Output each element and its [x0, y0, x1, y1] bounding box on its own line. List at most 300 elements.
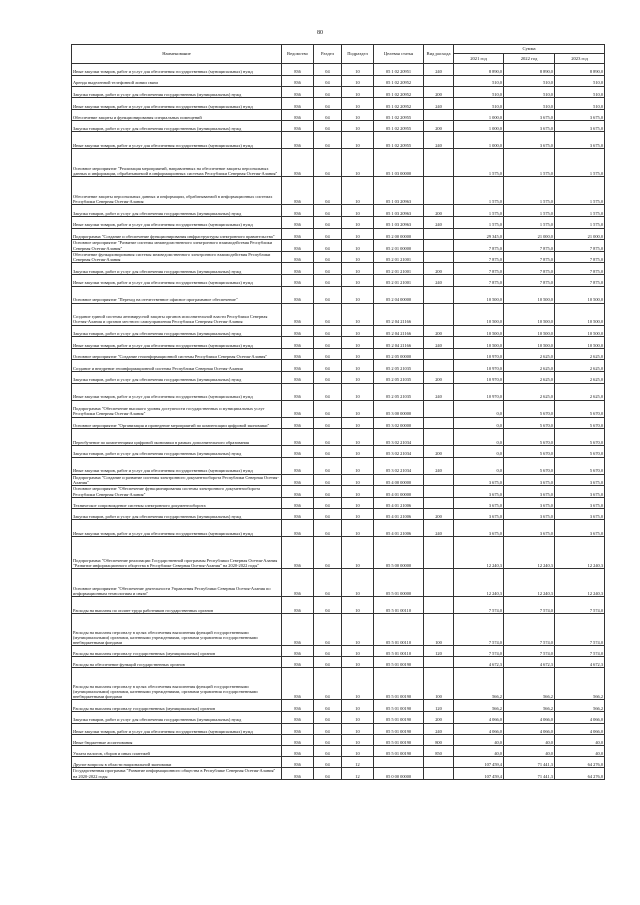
- row-exp-type: 240: [424, 98, 454, 110]
- row-target: 05 4 00 00000: [374, 474, 424, 486]
- row-exp-type: 200: [424, 120, 454, 132]
- row-target: 05 3 02 21034: [374, 457, 424, 474]
- row-amount-2023: 1 575,0: [555, 149, 605, 177]
- row-target: 05 3 00 00000: [374, 400, 424, 417]
- row-section: 04: [314, 251, 342, 263]
- row-dept: 836: [282, 746, 314, 757]
- row-exp-type: 200: [424, 205, 454, 217]
- row-subsection: 10: [342, 569, 374, 597]
- row-name: Подпрограмма "Обеспечение высокого уровня доступности государственных и муниципальных услуг Республики Северная Осетия-Алания": [72, 400, 282, 417]
- row-amount-2023: 7 875,0: [555, 251, 605, 263]
- row-target: 05 3 02 21034: [374, 429, 424, 446]
- header-2023: 2023 год: [555, 54, 605, 64]
- row-exp-type: 100: [424, 614, 454, 646]
- row-amount-2023: 12 240,3: [555, 537, 605, 569]
- row-amount-2022: 8 890,0: [504, 64, 555, 76]
- row-exp-type: [424, 497, 454, 508]
- row-subsection: 10: [342, 668, 374, 700]
- row-amount-2021: 1 000,0: [454, 109, 504, 120]
- row-target: 05 4 01 21006: [374, 520, 424, 537]
- row-target: 05 1 02 20952: [374, 75, 424, 86]
- row-dept: 836: [282, 429, 314, 446]
- row-subsection: 10: [342, 657, 374, 668]
- row-dept: 836: [282, 251, 314, 263]
- row-exp-type: [424, 109, 454, 120]
- row-amount-2023: 3 675,0: [555, 120, 605, 132]
- row-exp-type: [424, 251, 454, 263]
- row-section: 04: [314, 723, 342, 735]
- row-exp-type: [424, 429, 454, 446]
- row-subsection: 10: [342, 177, 374, 205]
- row-amount-2021: 4 066,0: [454, 712, 504, 724]
- row-exp-type: 120: [424, 646, 454, 657]
- row-section: 04: [314, 712, 342, 724]
- row-section: 04: [314, 520, 342, 537]
- row-amount-2021: 12 240,3: [454, 537, 504, 569]
- row-exp-type: [424, 486, 454, 498]
- row-exp-type: 240: [424, 337, 454, 349]
- row-section: 04: [314, 286, 342, 303]
- table-row: [72, 86, 605, 98]
- row-amount-2021: 8 890,0: [454, 64, 504, 76]
- row-name: Подпрограмма "Создание и развитие системы электронного документооборота Республики Северная Осетия-Алания": [72, 474, 282, 486]
- row-amount-2023: 5 670,0: [555, 446, 605, 458]
- row-dept: 836: [282, 508, 314, 520]
- row-subsection: 10: [342, 360, 374, 372]
- row-dept: 836: [282, 657, 314, 668]
- row-exp-type: 240: [424, 457, 454, 474]
- row-dept: 836: [282, 286, 314, 303]
- row-target: 05 2 01 00000: [374, 240, 424, 252]
- row-section: 04: [314, 757, 342, 768]
- row-amount-2022: 5 670,0: [504, 417, 555, 429]
- row-amount-2022: 4 672,3: [504, 657, 555, 668]
- row-amount-2022: 4 066,0: [504, 712, 555, 724]
- row-amount-2021: 3 675,0: [454, 520, 504, 537]
- row-target: 05 2 05 21035: [374, 360, 424, 372]
- row-amount-2022: 2 625,0: [504, 348, 555, 360]
- table-row: [72, 177, 605, 205]
- row-amount-2023: 2 625,0: [555, 360, 605, 372]
- row-amount-2021: 10 970,0: [454, 348, 504, 360]
- row-target: 05 1 02 20952: [374, 98, 424, 110]
- row-target: 05 5 01 00190: [374, 700, 424, 712]
- row-dept: 836: [282, 109, 314, 120]
- row-subsection: 10: [342, 723, 374, 735]
- row-amount-2022: 7 574,0: [504, 614, 555, 646]
- row-amount-2021: 4 672,3: [454, 657, 504, 668]
- row-amount-2023: 3 675,0: [555, 132, 605, 149]
- row-amount-2023: 3 675,0: [555, 497, 605, 508]
- row-dept: 836: [282, 735, 314, 746]
- row-amount-2022: 510,0: [504, 75, 555, 86]
- row-name: Иные закупки товаров, работ и услуг для обеспечения государственных (муниципальных) нужд: [72, 64, 282, 76]
- table-row: [72, 251, 605, 263]
- row-target: 05 2 05 21035: [374, 371, 424, 383]
- table-row: [72, 614, 605, 646]
- row-amount-2021: 510,0: [454, 86, 504, 98]
- row-exp-type: 240: [424, 64, 454, 76]
- row-exp-type: [424, 757, 454, 768]
- row-subsection: 10: [342, 263, 374, 275]
- row-subsection: 10: [342, 325, 374, 337]
- row-target: 05 5 01 00190: [374, 657, 424, 668]
- row-amount-2022: 10 500,0: [504, 303, 555, 325]
- row-amount-2021: 107 459,4: [454, 757, 504, 768]
- row-name: Иные бюджетные ассигнования: [72, 735, 282, 746]
- row-name: Закупка товаров, работ и услуг для обеспечения государственных (муниципальных) нужд: [72, 325, 282, 337]
- row-amount-2022: 1 575,0: [504, 177, 555, 205]
- row-name: Техническое сопровождение системы электронного документооборота: [72, 497, 282, 508]
- row-amount-2022: 1 575,0: [504, 149, 555, 177]
- row-target: 05 2 01 21001: [374, 274, 424, 286]
- row-subsection: 10: [342, 446, 374, 458]
- row-dept: 836: [282, 400, 314, 417]
- row-amount-2022: 510,0: [504, 86, 555, 98]
- row-target: 05 1 03 20963: [374, 205, 424, 217]
- row-section: 04: [314, 240, 342, 252]
- row-name: Расходы на выплаты персоналу в целях обеспечения выполнения функций государственными (муниципальными) органами, казенными учреждениями, органами управления государственными внебюджетными фондами: [72, 614, 282, 646]
- table-row: [72, 657, 605, 668]
- row-subsection: 10: [342, 417, 374, 429]
- row-name: Подпрограмма "Обеспечение реализации Государственной программы Республики Северная Осетия-Алания "Развитие информационного общества в Республике Северная Осетия-Алания" на 2020-2022 годы": [72, 537, 282, 569]
- row-target: [374, 757, 424, 768]
- row-name: Расходы на выплаты персоналу государственных (муниципальных) органов: [72, 646, 282, 657]
- row-subsection: 12: [342, 768, 374, 780]
- table-row: [72, 120, 605, 132]
- row-dept: 836: [282, 646, 314, 657]
- row-amount-2023: 3 675,0: [555, 520, 605, 537]
- row-amount-2021: 7 875,0: [454, 240, 504, 252]
- row-dept: 836: [282, 337, 314, 349]
- row-subsection: 10: [342, 474, 374, 486]
- row-amount-2021: 510,0: [454, 75, 504, 86]
- row-section: 04: [314, 120, 342, 132]
- row-dept: 836: [282, 274, 314, 286]
- row-amount-2022: 7 574,0: [504, 646, 555, 657]
- row-exp-type: 240: [424, 383, 454, 400]
- row-amount-2021: 0,0: [454, 417, 504, 429]
- row-name: Иные закупки товаров, работ и услуг для обеспечения государственных (муниципальных) нужд: [72, 216, 282, 228]
- row-amount-2021: 0,0: [454, 400, 504, 417]
- row-subsection: 10: [342, 216, 374, 228]
- row-subsection: 10: [342, 520, 374, 537]
- row-amount-2023: 10 500,0: [555, 337, 605, 349]
- row-amount-2023: 64 276,0: [555, 757, 605, 768]
- row-name: Закупка товаров, работ и услуг для обеспечения государственных (муниципальных) нужд: [72, 446, 282, 458]
- row-section: 04: [314, 657, 342, 668]
- row-amount-2023: 7 574,0: [555, 597, 605, 614]
- table-row: [72, 325, 605, 337]
- row-subsection: 10: [342, 371, 374, 383]
- row-exp-type: [424, 177, 454, 205]
- row-amount-2022: 3 675,0: [504, 120, 555, 132]
- row-section: 04: [314, 446, 342, 458]
- row-section: 04: [314, 400, 342, 417]
- row-section: 04: [314, 263, 342, 275]
- row-amount-2021: 7 875,0: [454, 263, 504, 275]
- table-row: [72, 109, 605, 120]
- row-exp-type: 200: [424, 508, 454, 520]
- row-subsection: 10: [342, 228, 374, 240]
- table-row: [72, 274, 605, 286]
- table-row: [72, 520, 605, 537]
- row-amount-2023: 5 670,0: [555, 417, 605, 429]
- row-name: Закупка товаров, работ и услуг для обеспечения государственных (муниципальных) нужд: [72, 120, 282, 132]
- row-section: 04: [314, 537, 342, 569]
- row-section: 04: [314, 597, 342, 614]
- row-exp-type: 800: [424, 735, 454, 746]
- row-amount-2022: 566,2: [504, 668, 555, 700]
- table-body: [72, 64, 605, 780]
- row-dept: 836: [282, 723, 314, 735]
- row-amount-2023: 12 240,3: [555, 569, 605, 597]
- row-dept: 836: [282, 348, 314, 360]
- row-exp-type: [424, 149, 454, 177]
- row-subsection: 10: [342, 149, 374, 177]
- row-amount-2023: 566,2: [555, 668, 605, 700]
- row-subsection: 10: [342, 486, 374, 498]
- row-name: Расходы на выплаты персоналу в целях обеспечения выполнения функций государственными (муниципальными) органами, казенными учреждениями, органами управления государственными внебюджетными фондами: [72, 668, 282, 700]
- row-target: 05 4 01 21006: [374, 497, 424, 508]
- row-amount-2022: 3 675,0: [504, 520, 555, 537]
- row-target: 05 2 04 21166: [374, 337, 424, 349]
- table-row: [72, 646, 605, 657]
- row-name: Создание единой системы антивирусной защиты органов исполнительной власти Республики Северная Осетия-Алания и органов местного самоуправления Республики Северная Осетия-Алания: [72, 303, 282, 325]
- row-dept: 836: [282, 132, 314, 149]
- row-name: Основное мероприятие "Организация и проведение мероприятий по компенсации цифровой экономики": [72, 417, 282, 429]
- row-dept: 836: [282, 177, 314, 205]
- row-name: Закупка товаров, работ и услуг для обеспечения государственных (муниципальных) нужд: [72, 86, 282, 98]
- row-name: Закупка товаров, работ и услуг для обеспечения государственных (муниципальных) нужд: [72, 371, 282, 383]
- row-amount-2021: 3 675,0: [454, 486, 504, 498]
- row-target: 05 5 01 00190: [374, 746, 424, 757]
- row-target: 05 2 04 00000: [374, 286, 424, 303]
- table-row: [72, 149, 605, 177]
- row-target: 05 2 00 00000: [374, 228, 424, 240]
- row-amount-2023: 5 670,0: [555, 457, 605, 474]
- row-name: Расходы на обеспечение функций государственных органов: [72, 657, 282, 668]
- row-dept: 836: [282, 360, 314, 372]
- row-subsection: 10: [342, 383, 374, 400]
- row-exp-type: [424, 537, 454, 569]
- row-section: 04: [314, 668, 342, 700]
- row-amount-2023: 1 575,0: [555, 216, 605, 228]
- row-target: 05 2 05 00000: [374, 348, 424, 360]
- table-row: [72, 537, 605, 569]
- row-amount-2023: 40,0: [555, 746, 605, 757]
- row-amount-2021: 7 574,0: [454, 614, 504, 646]
- row-subsection: 10: [342, 508, 374, 520]
- row-amount-2022: 3 675,0: [504, 109, 555, 120]
- row-name: Другие вопросы в области национальной экономики: [72, 757, 282, 768]
- row-exp-type: 200: [424, 712, 454, 724]
- row-target: 05 5 01 00110: [374, 614, 424, 646]
- row-subsection: 10: [342, 86, 374, 98]
- row-target: 05 1 03 20963: [374, 216, 424, 228]
- row-amount-2022: 3 675,0: [504, 497, 555, 508]
- row-target: 05 5 01 00190: [374, 723, 424, 735]
- row-dept: 836: [282, 120, 314, 132]
- row-amount-2023: 510,0: [555, 75, 605, 86]
- row-target: 05 1 03 00000: [374, 149, 424, 177]
- row-exp-type: 200: [424, 263, 454, 275]
- table-row: [72, 400, 605, 417]
- row-name: Переобучение по компетенциям цифровой экономики в рамках дополнительного образования: [72, 429, 282, 446]
- row-name: Иные закупки товаров, работ и услуг для обеспечения государственных (муниципальных) нужд: [72, 383, 282, 400]
- row-amount-2023: 1 575,0: [555, 177, 605, 205]
- row-target: 05 1 02 20955: [374, 120, 424, 132]
- row-dept: 836: [282, 64, 314, 76]
- header-subsection: Подраздел: [342, 45, 374, 64]
- table-row: [72, 286, 605, 303]
- row-exp-type: [424, 474, 454, 486]
- row-exp-type: [424, 75, 454, 86]
- row-amount-2021: 4 066,0: [454, 723, 504, 735]
- row-amount-2023: 21 000,0: [555, 228, 605, 240]
- row-subsection: 10: [342, 109, 374, 120]
- row-name: Иные закупки товаров, работ и услуг для обеспечения государственных (муниципальных) нужд: [72, 274, 282, 286]
- row-amount-2021: 3 675,0: [454, 508, 504, 520]
- row-exp-type: 240: [424, 132, 454, 149]
- row-section: 04: [314, 337, 342, 349]
- row-dept: 836: [282, 768, 314, 780]
- row-dept: 836: [282, 486, 314, 498]
- row-amount-2023: 5 670,0: [555, 429, 605, 446]
- header-amount-group: Сумма: [454, 45, 605, 54]
- row-target: 05 5 01 00110: [374, 646, 424, 657]
- row-amount-2021: 566,2: [454, 700, 504, 712]
- row-subsection: 10: [342, 700, 374, 712]
- row-amount-2022: 5 670,0: [504, 457, 555, 474]
- row-section: 04: [314, 497, 342, 508]
- row-section: 04: [314, 325, 342, 337]
- row-target: 05 1 02 20955: [374, 109, 424, 120]
- row-amount-2021: 510,0: [454, 98, 504, 110]
- row-dept: 836: [282, 457, 314, 474]
- row-target: 05 4 01 00000: [374, 486, 424, 498]
- row-amount-2023: 10 500,0: [555, 325, 605, 337]
- row-section: 04: [314, 486, 342, 498]
- row-dept: 836: [282, 417, 314, 429]
- row-dept: 836: [282, 325, 314, 337]
- row-amount-2021: 7 875,0: [454, 251, 504, 263]
- row-name: Иные закупки товаров, работ и услуг для обеспечения государственных (муниципальных) нужд: [72, 98, 282, 110]
- row-amount-2022: 1 575,0: [504, 216, 555, 228]
- row-amount-2021: 1 575,0: [454, 205, 504, 217]
- row-amount-2022: 10 500,0: [504, 325, 555, 337]
- row-subsection: 10: [342, 712, 374, 724]
- row-target: 05 1 02 20951: [374, 64, 424, 76]
- row-amount-2023: 7 875,0: [555, 274, 605, 286]
- row-exp-type: [424, 657, 454, 668]
- row-amount-2023: 3 675,0: [555, 474, 605, 486]
- row-dept: 836: [282, 371, 314, 383]
- table-row: [72, 383, 605, 400]
- row-section: 04: [314, 75, 342, 86]
- row-target: 05 5 01 00190: [374, 668, 424, 700]
- row-dept: 836: [282, 149, 314, 177]
- row-target: 05 1 02 20955: [374, 132, 424, 149]
- row-exp-type: 200: [424, 86, 454, 98]
- row-target: 05 5 00 00000: [374, 537, 424, 569]
- row-target: 05 1 02 20952: [374, 86, 424, 98]
- row-amount-2021: 1 000,0: [454, 120, 504, 132]
- row-subsection: 10: [342, 497, 374, 508]
- row-amount-2021: 10 970,0: [454, 360, 504, 372]
- row-section: 04: [314, 274, 342, 286]
- row-dept: 836: [282, 205, 314, 217]
- row-exp-type: 120: [424, 700, 454, 712]
- row-amount-2023: 2 625,0: [555, 383, 605, 400]
- row-amount-2021: 7 875,0: [454, 274, 504, 286]
- row-section: 04: [314, 417, 342, 429]
- row-section: 04: [314, 569, 342, 597]
- row-amount-2023: 2 625,0: [555, 348, 605, 360]
- row-section: 04: [314, 149, 342, 177]
- row-subsection: 10: [342, 98, 374, 110]
- row-section: 04: [314, 228, 342, 240]
- row-dept: 836: [282, 303, 314, 325]
- row-subsection: 10: [342, 597, 374, 614]
- row-amount-2021: 10 970,0: [454, 371, 504, 383]
- row-amount-2022: 7 875,0: [504, 274, 555, 286]
- row-dept: 836: [282, 520, 314, 537]
- row-dept: 836: [282, 474, 314, 486]
- row-name: Иные закупки товаров, работ и услуг для обеспечения государственных (муниципальных) нужд: [72, 457, 282, 474]
- row-exp-type: [424, 348, 454, 360]
- row-subsection: 10: [342, 286, 374, 303]
- row-dept: 836: [282, 537, 314, 569]
- row-dept: 836: [282, 216, 314, 228]
- row-amount-2022: 5 670,0: [504, 400, 555, 417]
- row-section: 04: [314, 177, 342, 205]
- table-row: [72, 240, 605, 252]
- row-amount-2023: 64 276,0: [555, 768, 605, 780]
- row-amount-2023: 4 672,3: [555, 657, 605, 668]
- row-name: Уплата налогов, сборов и иных платежей: [72, 746, 282, 757]
- header-2021: 2021 год: [454, 54, 504, 64]
- row-amount-2022: 3 675,0: [504, 474, 555, 486]
- row-amount-2022: 4 066,0: [504, 723, 555, 735]
- row-amount-2021: 3 675,0: [454, 474, 504, 486]
- row-subsection: 10: [342, 251, 374, 263]
- row-subsection: 10: [342, 614, 374, 646]
- row-section: 04: [314, 303, 342, 325]
- row-name: Основное мероприятие "Развитие системы межведомственного электронного взаимодействия Республики Северная Осетия-Алания": [72, 240, 282, 252]
- row-exp-type: 200: [424, 371, 454, 383]
- row-amount-2022: 21 000,0: [504, 228, 555, 240]
- row-amount-2022: 3 675,0: [504, 132, 555, 149]
- row-section: 04: [314, 700, 342, 712]
- row-amount-2023: 3 675,0: [555, 508, 605, 520]
- table-row: [72, 446, 605, 458]
- row-section: 04: [314, 508, 342, 520]
- row-name: Закупка товаров, работ и услуг для обеспечения государственных (муниципальных) нужд: [72, 508, 282, 520]
- row-amount-2022: 2 625,0: [504, 383, 555, 400]
- row-amount-2021: 12 240,3: [454, 569, 504, 597]
- row-exp-type: [424, 569, 454, 597]
- row-amount-2022: 40,0: [504, 735, 555, 746]
- row-name: Расходы на выплаты по оплате труда работников государственных органов: [72, 597, 282, 614]
- row-section: 04: [314, 429, 342, 446]
- row-target: 05 5 01 00190: [374, 735, 424, 746]
- row-amount-2022: 1 575,0: [504, 205, 555, 217]
- row-amount-2021: 1 575,0: [454, 216, 504, 228]
- row-subsection: 10: [342, 457, 374, 474]
- header-section: Раздел: [314, 45, 342, 64]
- row-amount-2021: 10 500,0: [454, 286, 504, 303]
